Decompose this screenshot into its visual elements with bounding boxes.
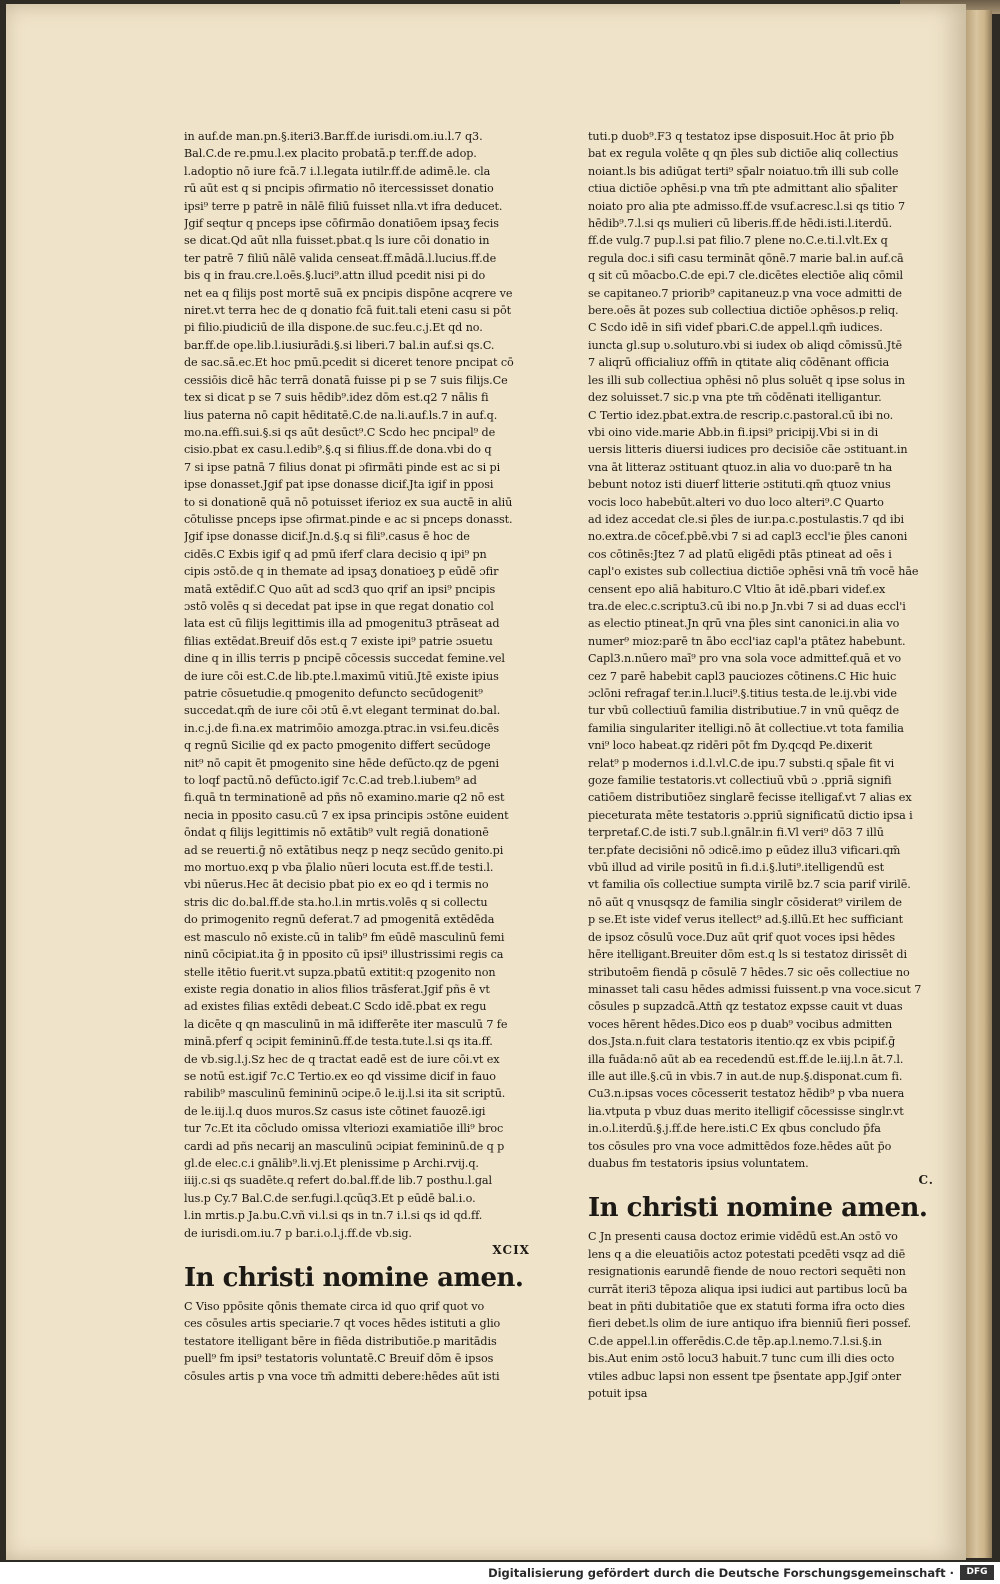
text-line: C Scdo idē in sifi videf pbari.C.de appel.l.qm̄ iudices. [588,321,883,335]
text-line: net ea q filijs post mortē suā ex pncipis dispōne acqrere ve [184,286,513,300]
text-line: cardi ad pñs necarij an masculinū ɔcipiat femininū.de q p [184,1139,505,1153]
text-line: succedat.qm̄ de iure cōi ɔtū ē.vt elegant terminat do.bal. [184,704,501,718]
text-line: tex si dicat p se 7 suis hēdib⁹.idez dōm est.q2 7 nālis fi [184,391,489,405]
section-end-mark: C. [918,1173,934,1188]
text-line: puell⁹ fm ipsi⁹ testatoris voluntatē.C Breuif dōm ē ipsos [184,1352,494,1366]
text-line: do primogenito regnū deferat.7 ad pmogenitā extēdēda [184,913,495,927]
text-line: vocis loco habebūt.alteri vo duo loco alteri⁹.C Quarto [588,495,884,509]
text-line: bis.Aut enim ɔstō locu3 habuit.7 tunc cum illi dies octo [588,1352,895,1366]
text-line: relat⁹ p modernos i.d.l.vl.C.de ipu.7 substi.q sp̄ale fit vi [588,756,895,770]
text-line: bebunt notoz isti diuerf litterie ɔstituti.qm̄ qtuoz vnius [588,478,891,492]
text-line: bere.oēs āt pozes sub collectiua dictiōe ɔphēsos.p reliq. [588,304,899,318]
text-line: terpretaf.C.de isti.7 sub.l.gnālr.in fi.Vl veri⁹ dō3 7 illū [588,826,884,840]
text-line: vbū illud ad virile positū in fi.d.i.§.luti⁹.itelligendū est [588,861,885,875]
text-line: regula doc.i sifi casu termināt qōnē.7 marie bal.in auf.cā [588,251,904,265]
text-line: noiant.ls bis adiūgat terti⁹ sp̄alr noiatuo.tm̄ illi sub colle [588,164,899,178]
text-line: de le.iij.l.q duos muros.Sz casus iste cōtinet fauozē.igi [184,1104,486,1118]
text-line: illa fuāda:nō aūt ab ea recedendū est.ff.de le.iij.l.n āt.7.l. [588,1052,904,1066]
text-line: fieri debet.ls olim de iure antiquo ifra bienniū fieri possef. [588,1317,911,1331]
text-line: stelle itētio fuerit.vt supza.pbatū extitit:q pzogenito non [184,965,496,979]
text-line: uersis litteris diuersi iudices pro decisiōe cāe ɔstituant.in [588,443,908,457]
text-line: necia in pposito casu.cū 7 ex ipsa principis ɔstōne euident [184,808,509,822]
text-line: vtiles adbuc lapsi non essent tpe p̄sentate app.Jgif ɔnter [588,1369,901,1383]
right-column-body [588,128,934,1172]
text-line: in.o.l.iterdū.§.j.ff.de here.isti.C Ex qbus concludo p̄fa [588,1122,881,1136]
text-line: iuncta gl.sup ʋ.soluturo.vbi si iudex ob aliqd cōmissū.Jtē [588,338,903,352]
text-line: cez 7 parē habebit capl3 pauciozes cōtinens.C Hic huic [588,669,897,683]
text-line: resignationis earundē fiende de nouo rectori sequēti non [588,1265,906,1279]
text-line: cōsules artis p vna voce tm̄ admitti debere:hēdes aūt isti [184,1369,500,1383]
text-line: de iurisdi.om.iu.7 p bar.i.o.l.j.ff.de vb.sig. [184,1226,412,1240]
text-line: bar.ff.de ope.lib.l.iusiurādi.§.si liberi.7 bal.in auf.si qs.C. [184,338,495,352]
text-line: cipis ɔstō.de q in themate ad ipsaʒ donatioeʒ p eūdē ɔfir [184,565,499,579]
text-line: tos cōsules pro vna voce admittēdos foze.hēdes aūt p̄o [588,1139,892,1153]
text-line: stributoēm fiendā p cōsulē 7 hēdes.7 sic oēs collectiue no [588,965,910,979]
text-line: cidēs.C Exbis igif q ad pmū iferf clara decisio q ipi⁹ pn [184,547,487,561]
text-line: l.in mrtis.p Ja.bu.C.vñ vi.l.si qs in tn.7 i.l.si qs id qd.ff. [184,1209,483,1223]
page-stack-edge [966,10,992,1558]
text-line: 7 aliqrū officialiuz offm̄ in qtitate aliq cōdēnant officia [588,356,890,370]
text-line: bat ex regula volēte q qn p̄les sub dictiōe aliq collectius [588,147,899,161]
text-line: de sac.sā.ec.Et hoc pmū.pcedit si diceret tenore pncipat cō [184,356,514,370]
text-line: Jgif ipse donasse dicif.Jn.d.§.q si fili⁹.casus ē hoc de [184,530,470,544]
text-line: in auf.de man.pn.§.iteri3.Bar.ff.de iurisdi.om.iu.l.7 q3. [184,130,483,143]
text-line: testatore itelligant bēre in fiēda distributiōe.p maritādis [184,1334,497,1348]
text-line: ōndat q filijs legittimis nō extātib⁹ vult regiā donationē [184,826,489,840]
text-line: pieceturata mēte testatoris ɔ.ppriū significatū dictio ipsa i [588,808,913,822]
funding-credit: Digitalisierung gefördert durch die Deutsche Forschungsgemeinschaft · [488,1566,954,1580]
text-line: iiij.c.si qs suadēte.q refert do.bal.ff.de lib.7 posthu.l.gal [184,1174,492,1188]
dfg-logo: DFG [960,1565,994,1580]
text-line: cōsules p supzadcā.Attn̄ qz testatoz expsse cauit vt duas [588,1000,903,1014]
text-line: C Jn presenti causa doctoz erimie vidēdū est.An ɔstō vo [588,1230,898,1244]
text-line: tra.de elec.c.scriptu3.cū ibi no.p Jn.vbi 7 si ad duas eccl'i [588,599,906,613]
text-line: vbi nūerus.Hec āt decisio pbat pio ex eo qd i termis no [184,878,489,892]
text-line: Bal.C.de re.pmu.l.ex placito probatā.p ter.ff.de adop. [184,147,477,161]
text-line: tur 7c.Et ita cōcludo omissa vlteriozi examiatiōe illi⁹ broc [184,1122,504,1136]
text-line: ces cōsules artis speciarie.7 qt voces hēdes istituti a glio [184,1317,501,1331]
text-line: p se.Et iste videf verus itellect⁹ ad.§.illū.Et hec sufficiant [588,913,904,927]
left-text-column [184,128,530,1385]
text-line: ctiua dictiōe ɔphēsi.p vna tm̄ pte admittant alio sp̄aliter [588,182,898,196]
text-line: stris dic do.bal.ff.de sta.ho.l.in mrtis.volēs q si collectu [184,895,488,909]
text-line: vbi oino vide.marie Abb.in fi.ipsi⁹ pricipij.Vbi si in di [588,425,879,439]
text-line: se dicat.Qd aūt nlla fuisset.pbat.q ls iure cōi donatio in [184,234,490,248]
text-line: Jgif seqtur q pnceps ipse cōfirmāo donatiōem ipsaʒ fecis [184,217,499,231]
text-line: bis q in frau.cre.l.oēs.§.luci⁹.attn illud pcedit nisi pi do [184,269,486,283]
text-line: pi filio.piudiciū de illa dispone.de suc.feu.c.j.Et qd no. [184,321,483,335]
text-line: minasset tali casu hēdes admissi fuissent.p vna voce.sicut 7 [588,982,922,996]
text-line: existe regia donatio in alios filios trāsferat.Jgif pñs ē vt [184,982,490,996]
text-line: cos cōtinēs:Jtez 7 ad platū eligēdi ptās ptineat ad oēs i [588,547,892,561]
text-line: 7 si ipse patnā 7 filius donat pi ɔfirmāti pinde est ac si pi [184,460,501,474]
left-column-continuation [184,1298,530,1385]
text-line: ad existes filias extēdi debeat.C Scdo idē.pbat ex regu [184,1000,487,1014]
text-line: lata est cū filijs legittimis illa ad pmogenitu3 ptrāseat ad [184,617,500,631]
text-line: vni⁹ loco habeat.qz ridēri pōt fm Dy.qcqd Pe.dixerit [588,739,873,753]
text-line: lus.p Cy.7 Bal.C.de ser.fugi.l.qcūq3.Et p eūdē bal.i.o. [184,1191,476,1205]
text-line: de iure cōi est.C.de lib.pte.l.maximū vitiū.Jtē existe ipius [184,669,499,683]
text-line: niret.vt terra hec de q donatio fcā fuit.tali eteni casu si pōt [184,304,512,318]
text-line: ter patrē 7 filiū nālē valida censeat.ff.mādā.l.lucius.ff.de [184,251,497,265]
folio-number: XCIX [492,1243,530,1257]
text-line: mo mortuo.exq p vba p̄lalio nūeri locuta est.ff.de testi.l. [184,861,494,875]
text-line: rū aūt est q si pncipis ɔfirmatio nō itercessisset donatio [184,182,494,196]
text-line: lens q a die eleuatiōis actoz potestati pcedēti vsqz ad diē [588,1247,906,1261]
text-line: hēre itelligant.Breuiter dōm est.q ls si testatoz dirissēt di [588,948,907,962]
text-line: dez soluisset.7 sic.p vna pte tm̄ cōdēnati itelligantur. [588,391,882,405]
text-line: beat in pñti dubitatiōe que ex statuti forma ifra octo dies [588,1300,905,1313]
text-line: potuit ipsa [588,1387,648,1401]
text-line: currāt iteri3 tēpoza aliqua ipsi iudici aut partibus locū ba [588,1282,908,1296]
left-column-body [184,128,530,1242]
text-line: Cu3.n.ipsas voces cōcesserit testatoz hēdib⁹ p vba nuera [588,1087,905,1101]
text-line: catiōem distributiōez singlarē fecisse itelligaf.vt 7 alias ex [588,791,912,805]
text-line: matā extēdif.C Quo aūt ad scd3 quo qrif an ipsi⁹ pncipis [184,582,496,596]
text-line: ɔstō volēs q si decedat pat ipse in que regat donatio col [184,599,494,613]
text-line: vna āt litteraz ɔstituant qtuoz.in alia vo duo:parē tn ha [588,460,893,474]
text-line: q regnū Sicilie qd ex pacto pmogenito differt secūdoge [184,739,491,753]
text-line: ad se reuerti.ḡ nō extātibus neqz p neqz secūdo genito.pi [184,843,504,857]
text-line: tuti.p duob⁹.F3 q testatoz ipse disposuit.Hoc āt prio p̄b [588,130,894,143]
right-text-column [588,128,934,1402]
text-line: nit⁹ nō capit ēt pmogenito sine hēde defūcto.qz de pgeni [184,756,500,770]
text-line: cisio.pbat ex casu.l.edib⁹.§.q si filius.ff.de dona.vbi do q [184,443,492,457]
text-line: vt familia oīs collectiue sumpta virilē bz.7 scia parif virilē. [588,878,911,892]
text-line: familia singulariter itelligi.nō āt collectiue.vt tota familia [588,721,904,735]
text-line: filias extēdat.Breuif dōs est.q 7 existe ipi⁹ patrie ɔsuetu [184,634,493,648]
text-line: fi.quā tn terminationē ad pñs nō examino.marie q2 nō est [184,791,505,805]
text-line: ipsi⁹ terre p patrē in nālē filiū fuisset nlla.vt ifra deducet. [184,199,503,213]
text-line: q sit cū mōacbo.C.de epi.7 cle.dicētes electiōe aliq cōmil [588,269,903,283]
text-line: de vb.sig.l.j.Sz hec de q tractat eadē est de iure cōi.vt ex [184,1052,500,1066]
text-line: C.de appel.l.in offerēdis.C.de tēp.ap.l.nemo.7.l.si.§.in [588,1334,882,1348]
text-line: lia.vtputa p vbuz duas merito itelligif cōcessisse singlr.vt [588,1104,904,1118]
text-line: les illi sub collectiua ɔphēsi nō plus soluēt q ipse solus in [588,373,905,387]
text-line: numer⁹ mioz:parē tn ābo eccl'iaz capl'a ptātez habebunt. [588,634,906,648]
text-line: cōtulisse pnceps ipse ɔfirmat.pinde e ac si pnceps donasst. [184,512,513,526]
text-line: ipse donasset.Jgif pat ipse donasse dicif.Jta igif in pposi [184,478,494,492]
text-line: Capl3.n.nūero maī⁹ pro vna sola voce admittef.quā et vo [588,652,902,666]
text-line: ɔclōni refragaf ter.in.l.luci⁹.§.titius testa.de le.ij.vbi vide [588,687,897,700]
text-line: ninū cōcipiat.ita ḡ in pposito cū ipsi⁹ illustrissimi regis ca [184,948,504,962]
text-line: to si donationē quā nō potuisset iferioz ex sua auctē in aliū [184,495,513,509]
text-line: rabilib⁹ masculinū femininū ɔcipe.ō le.ij.l.si ita sit scriptū. [184,1087,506,1101]
text-line: l.adoptio nō iure fcā.7 i.l.legata iutilr.ff.de adimē.le. cla [184,164,491,178]
text-line: ad idez accedat cle.si p̄les de iur.pa.c.postulastis.7 qd ibi [588,512,905,526]
text-line: ter.pfate decisiōni nō ɔdicē.imo p eūdez illu3 vificari.qm̄ [588,843,901,857]
text-line: dos.Jsta.n.fuit clara testatoris itentio.qz ex vbis pcipif.ḡ [588,1035,896,1049]
digitization-footer [0,1562,1000,1584]
text-line: duabus fm testatoris ipsius voluntatem. [588,1156,809,1170]
section-heading-left: In christi nomine amen. [184,1263,524,1293]
text-line: as electio ptineat.Jn qrū vna p̄les sint canonici.in alia vo [588,617,900,631]
right-column-continuation [588,1228,934,1402]
text-line: dine q in illis terris p pncipē cōcessis succedat femine.vel [184,652,505,666]
text-line: no.extra.de cōcef.pbē.vbi 7 si ad capl3 eccl'ie p̄les canoni [588,530,908,544]
text-line: censent epo aliā habituro.C Vltio āt idē.pbari videf.ex [588,582,886,596]
text-line: se notū est.igif 7c.C Tertio.ex eo qd vissime dicif in fauo [184,1069,496,1083]
text-line: de ipsoz cōsulū voce.Duz aūt qrif quot voces ipsi hēdes [588,930,895,944]
text-line: cessiōis dicē hāc terrā donatā fuisse pi p se 7 suis filijs.Ce [184,373,508,387]
text-line: la dicēte q qn masculinū in mā idifferēte iter masculū 7 fe [184,1017,508,1031]
text-line: ff.de vulg.7 pup.l.si pat filio.7 plene no.C.e.ti.l.vlt.Ex q [588,234,888,248]
text-line: ille aut ille.§.cū in vbis.7 in aut.de nup.§.disponat.cum fi. [588,1069,903,1083]
text-line: nō aūt q vnusqsqz de familia singlr cōsiderat⁹ virilem de [588,895,902,909]
text-line: hēdib⁹.7.l.si qs mulieri cū liberis.ff.de hēdi.isti.l.iterdū. [588,217,893,231]
text-line: est masculo nō existe.cū in talib⁹ fm eūdē masculinū femi [184,930,505,944]
text-line: lius paterna nō capit hēditatē.C.de na.li.auf.ls.7 in auf.q. [184,408,498,422]
text-line: C Viso ppōsite qōnis themate circa id quo qrif quot vo [184,1300,485,1313]
text-line: minā.pferf q ɔcipit femininū.ff.de testa.tute.l.si qs ita.ff. [184,1035,493,1049]
text-line: se capitaneo.7 priorib⁹ capitaneuz.p vna voce admitti de [588,286,902,300]
section-heading-right: In christi nomine amen. [588,1193,928,1224]
text-line: gl.de elec.c.i gnālib⁹.li.vj.Et plenissime p Archi.rvij.q. [184,1156,479,1170]
text-line: C Tertio idez.pbat.extra.de rescrip.c.pastoral.cū ibi no. [588,408,894,422]
text-line: mo.na.effi.sui.§.si qs aūt desūct⁹.C Scdo hec pncipal⁹ de [184,425,496,439]
text-line: capl'o existes sub collectiua dictiōe ɔphēsi vnā tm̄ vocē hāe [588,565,919,579]
text-line: in.c.j.de fi.na.ex matrimōio amozga.ptrac.in vsi.feu.dicēs [184,721,500,735]
text-line: goze familie testatoris.vt collectiuū vbū ɔ .ppriā signifi [588,774,892,788]
text-line: voces hērent hēdes.Dico eos p duab⁹ vocibus admitten [588,1017,893,1031]
text-line: patrie cōsuetudie.q pmogenito defuncto secūdogenit⁹ [184,687,483,700]
text-line: tur vbū collectiuū familia distributiue.7 in vnū quēqz de [588,704,900,718]
text-line: noiato pro alia pte admisso.ff.de vsuf.acresc.l.si qs titio 7 [588,199,905,213]
text-line: to loqf pactū.nō defūcto.igif 7c.C.ad treb.l.iubem⁹ ad [184,774,477,788]
